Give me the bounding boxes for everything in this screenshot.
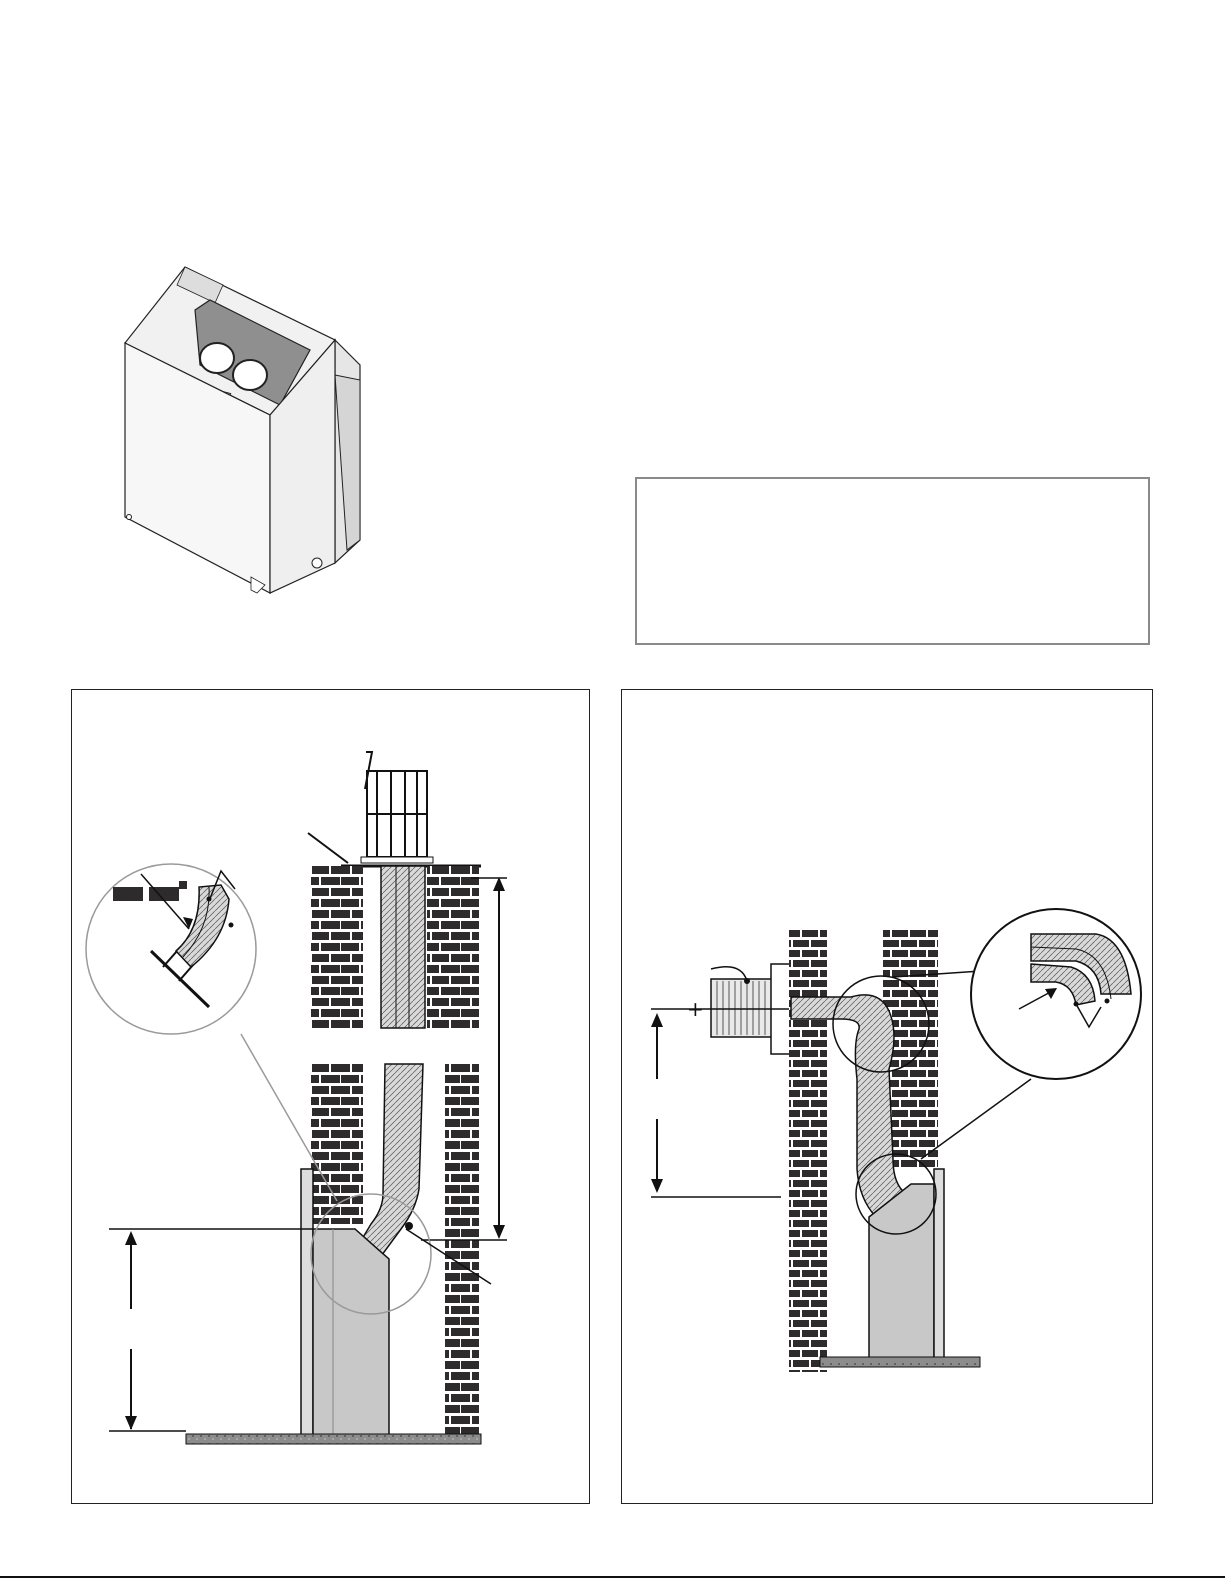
insert-unit-side — [869, 1184, 934, 1359]
hearth — [186, 1434, 481, 1444]
brick-wall-outer — [789, 927, 827, 1372]
flue-liner-lower — [359, 1064, 423, 1259]
insert-unit-illustration — [105, 255, 375, 610]
chimney-cap — [361, 771, 433, 863]
brick-wall-left-upper — [311, 866, 363, 1028]
hearth — [820, 1357, 980, 1367]
brick-wall-right-lower — [445, 1064, 479, 1434]
chimney-installation-diagram-left — [71, 689, 590, 1504]
flue-liner-upper — [381, 866, 425, 1028]
detail-magnifier — [86, 864, 256, 1034]
brick-wall-right-upper — [427, 866, 479, 1028]
chimney-installation-diagram-right — [621, 689, 1153, 1504]
crosshair-icon: + — [687, 997, 704, 1021]
insert-unit-side — [313, 1229, 389, 1439]
notice-box — [635, 477, 1150, 645]
detail-magnifier — [971, 909, 1141, 1079]
footer-rule — [0, 1576, 1225, 1578]
